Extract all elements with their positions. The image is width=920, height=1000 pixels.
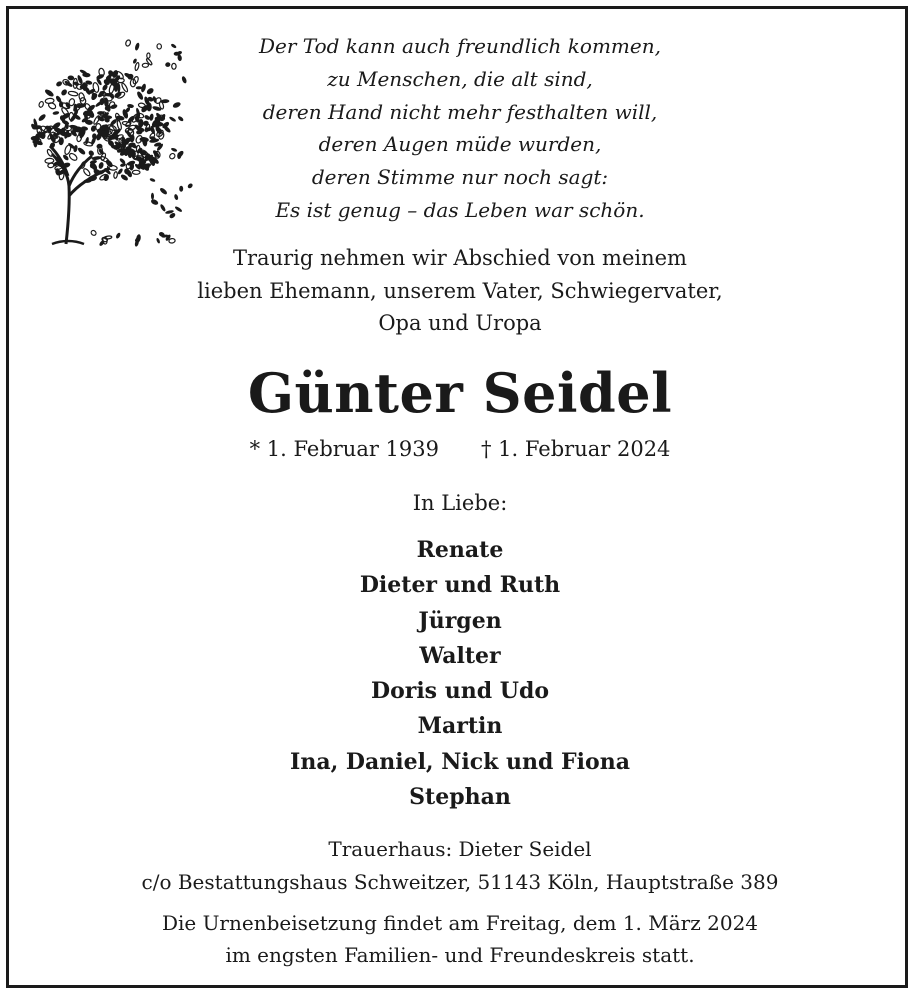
trauerhaus-line: c/o Bestattungshaus Schweitzer, 51143 Köln, Hauptstraße 389: [141, 870, 779, 894]
poem-line: Es ist genug – das Leben war schön.: [275, 197, 645, 222]
poem-line: zu Menschen, die alt sind,: [327, 66, 593, 91]
poem-line: deren Hand nicht mehr festhalten will,: [262, 99, 658, 124]
family-member: Doris und Udo: [370, 678, 550, 705]
family-member: Stephan: [409, 784, 511, 811]
intro-line: Traurig nehmen wir Abschied von meinem: [233, 246, 687, 270]
poem: [200, 30, 720, 227]
life-dates: [0, 434, 920, 464]
tree-with-falling-leaves-icon: [22, 36, 197, 251]
urnenbeisetzung-line: Die Urnenbeisetzung findet am Freitag, dem 1. März 2024: [161, 911, 759, 935]
intro-text: [0, 242, 920, 340]
family-member: Martin: [417, 713, 503, 740]
death-date: † 1. Februar 2024: [481, 437, 671, 461]
birth-date: * 1. Februar 1939: [249, 437, 439, 461]
intro-line: Opa und Uropa: [378, 311, 542, 335]
poem-line: Der Tod kann auch freundlich kommen,: [259, 34, 661, 58]
family-member: Dieter und Ruth: [359, 572, 561, 599]
trauerhaus-line: Trauerhaus: Dieter Seidel: [328, 837, 592, 861]
urnenbeisetzung-note: [0, 907, 920, 971]
intro-line: lieben Ehemann, unserem Vater, Schwiegervater,: [197, 278, 723, 303]
family-list: [0, 533, 920, 815]
in-liebe-heading: In Liebe:: [412, 491, 508, 515]
urnenbeisetzung-line: im engsten Familien- und Freundeskreis statt.: [225, 943, 695, 967]
poem-line: deren Augen müde wurden,: [318, 132, 602, 157]
trauerhaus-address: [0, 833, 920, 899]
family-member: Renate: [416, 537, 504, 563]
family-member: Jürgen: [418, 607, 502, 634]
family-member: Ina, Daniel, Nick und Fiona: [290, 748, 630, 775]
family-member: Walter: [419, 642, 501, 669]
deceased-name: Günter Seidel: [247, 361, 673, 425]
poem-line: deren Stimme nur noch sagt:: [311, 165, 609, 190]
